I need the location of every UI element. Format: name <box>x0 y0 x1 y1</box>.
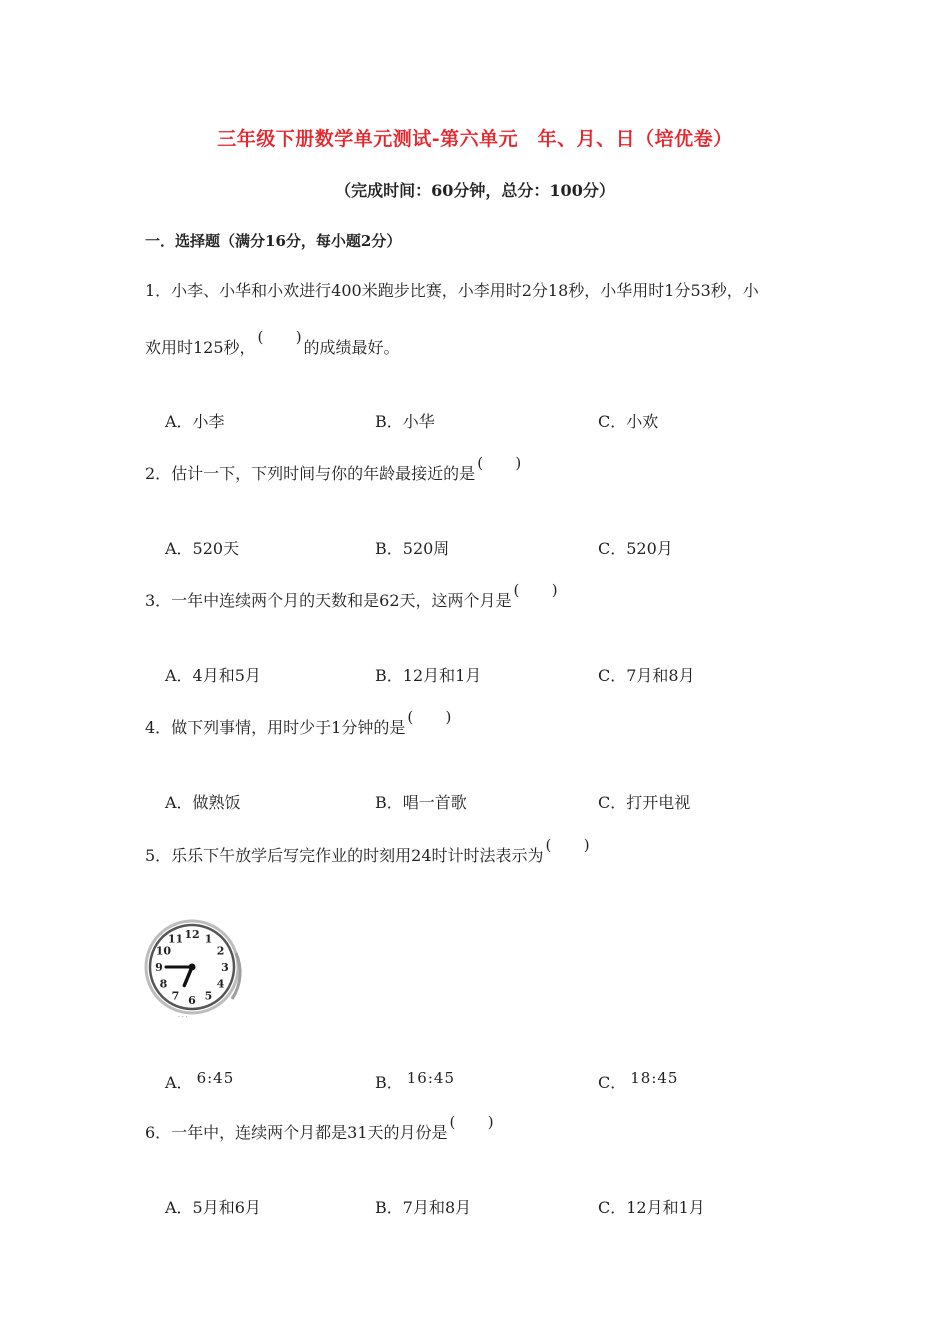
clock-image <box>140 915 248 1023</box>
paren-left: ( <box>513 581 520 599</box>
clock-number: 5 <box>204 989 213 1003</box>
option-value: 18:45 <box>630 1069 679 1087</box>
option-c[interactable]: C．打开电视 <box>598 793 691 812</box>
option-letter: A． <box>165 1073 193 1092</box>
answer-blank[interactable] <box>512 581 560 613</box>
paren-right: ) <box>295 328 302 346</box>
question-1-line2 <box>145 328 400 360</box>
question-1-line1: 1．小李、小华和小欢进行400米跑步比赛，小李用时2分18秒，小华用时1分53秒，小 <box>145 281 759 300</box>
option-a[interactable]: A．520天 <box>165 539 240 558</box>
clock-dots: · · · <box>178 1014 188 1021</box>
question-6 <box>145 1113 496 1145</box>
option-b[interactable] <box>375 1070 455 1093</box>
option-b[interactable]: B．12月和1月 <box>375 666 482 685</box>
answer-blank[interactable] <box>256 328 304 360</box>
option-value: 6:45 <box>196 1069 235 1087</box>
paren-left: ( <box>545 836 552 854</box>
paren-right: ) <box>487 1113 494 1131</box>
clock-number: 7 <box>171 989 180 1003</box>
answer-blank[interactable] <box>448 1113 496 1145</box>
option-c[interactable]: C．12月和1月 <box>598 1198 705 1217</box>
question-2-text: 2．估计一下，下列时间与你的年龄最接近的是 <box>145 464 476 483</box>
option-b[interactable]: B．7月和8月 <box>375 1198 472 1217</box>
question-4-text: 4．做下列事情，用时少于1分钟的是 <box>145 718 406 737</box>
clock-number: 9 <box>155 961 163 974</box>
option-letter: C． <box>598 1073 627 1092</box>
clock-number: 10 <box>155 944 172 958</box>
question-6-text: 6．一年中，连续两个月都是31天的月份是 <box>145 1123 448 1142</box>
option-b[interactable]: B．520周 <box>375 539 450 558</box>
clock-number: 6 <box>188 994 196 1007</box>
question-1-text: 欢用时125秒， <box>145 338 256 357</box>
clock-number: 4 <box>216 977 225 991</box>
paren-right: ) <box>551 581 558 599</box>
question-2 <box>145 454 523 486</box>
option-a[interactable] <box>165 1070 234 1093</box>
option-c[interactable]: C．520月 <box>598 539 673 558</box>
option-a[interactable]: A．小李 <box>165 412 225 431</box>
paren-left: ( <box>449 1113 456 1131</box>
question-3-text: 3．一年中连续两个月的天数和是62天，这两个月是 <box>145 591 512 610</box>
paren-left: ( <box>477 454 484 472</box>
paren-left: ( <box>257 328 264 346</box>
page-title: 三年级下册数学单元测试-第六单元 年、月、日（培优卷） <box>217 128 733 150</box>
option-b[interactable]: B．小华 <box>375 412 435 431</box>
question-5-text: 5．乐乐下午放学后写完作业的时刻用24时计时法表示为 <box>145 846 544 865</box>
question-4 <box>145 708 453 740</box>
answer-blank[interactable] <box>544 836 592 868</box>
option-value: 16:45 <box>406 1069 455 1087</box>
paren-right: ) <box>515 454 522 472</box>
exam-info: （完成时间：60分钟，总分：100分） <box>335 181 615 200</box>
paren-right: ) <box>445 708 452 726</box>
paren-right: ) <box>583 836 590 854</box>
paren-left: ( <box>407 708 414 726</box>
clock-number: 11 <box>167 932 184 946</box>
option-c[interactable]: C．小欢 <box>598 412 659 431</box>
option-a[interactable]: A．4月和5月 <box>165 666 261 685</box>
clock-number: 1 <box>204 932 213 946</box>
question-3 <box>145 581 560 613</box>
clock-number: 2 <box>216 944 225 958</box>
answer-blank[interactable] <box>405 708 453 740</box>
clock-number: 8 <box>159 977 168 991</box>
option-b[interactable]: B．唱一首歌 <box>375 793 467 812</box>
option-a[interactable]: A．5月和6月 <box>165 1198 261 1217</box>
option-c[interactable] <box>598 1070 678 1093</box>
option-a[interactable]: A．做熟饭 <box>165 793 241 812</box>
question-1-text-end: 的成绩最好。 <box>303 338 400 357</box>
option-letter: B． <box>375 1073 403 1092</box>
question-5 <box>145 836 592 868</box>
clock-number: 12 <box>184 928 200 941</box>
option-c[interactable]: C．7月和8月 <box>598 666 695 685</box>
clock-center <box>189 964 196 971</box>
section-heading: 一．选择题（满分16分，每小题2分） <box>145 232 402 250</box>
answer-blank[interactable] <box>475 454 523 486</box>
clock-number: 3 <box>221 961 229 974</box>
